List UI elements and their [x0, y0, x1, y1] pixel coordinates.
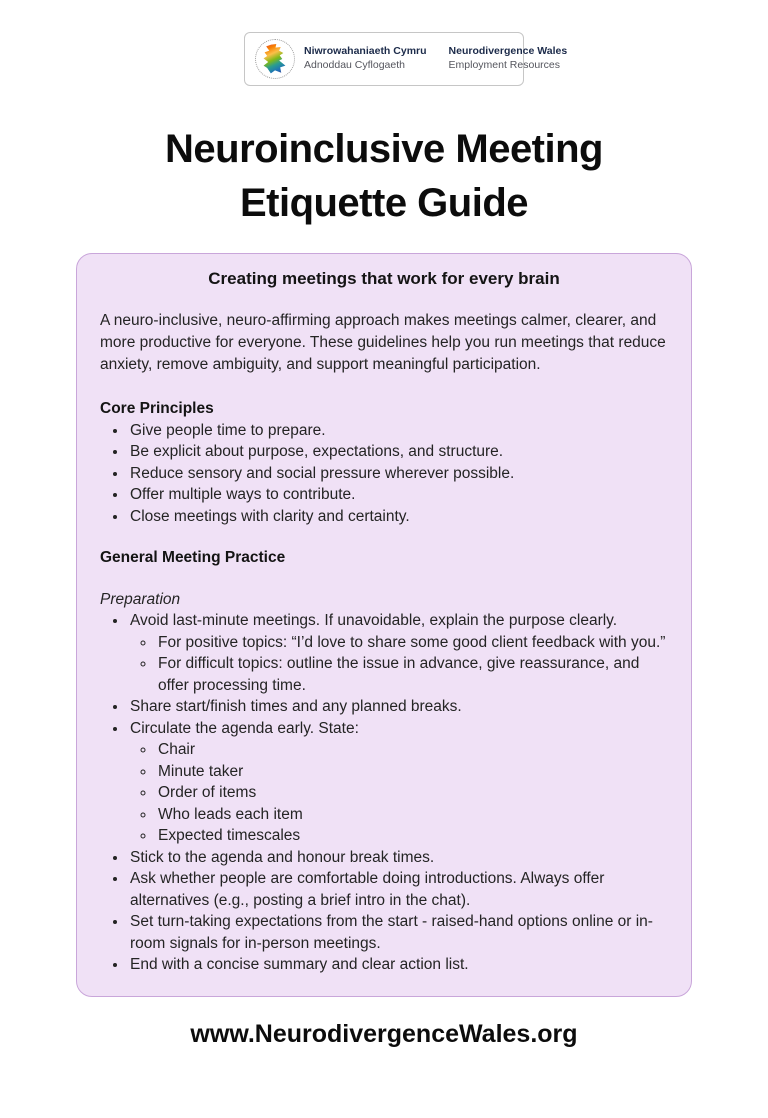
- sub-list-item: ◦ Who leads each item: [156, 804, 668, 826]
- wales-rainbow-logo-icon: [255, 39, 295, 79]
- logo-card: [244, 32, 568, 86]
- list-item: • Ask whether people are comfortable doing introductions. Always offer alternatives (e.g., posting a brief intro in the chat).: [128, 868, 668, 911]
- logo-welsh-title: Niwrowahaniaeth Cymru: [304, 45, 427, 58]
- logo-english-text: [449, 45, 568, 72]
- sub-list-item: ◦ For difficult topics: outline the issue in advance, give reassurance, and offer processing time.: [156, 653, 668, 696]
- list-item: [128, 718, 668, 847]
- list-item: • End with a concise summary and clear action list.: [128, 954, 668, 976]
- list-item-text: Avoid last-minute meetings. If unavoidable, explain the purpose clearly.: [130, 612, 618, 629]
- footer-website-url: www.NeurodivergenceWales.org: [190, 1019, 578, 1048]
- content-panel: [76, 253, 692, 997]
- list-item: • Stick to the agenda and honour break times.: [128, 847, 668, 869]
- logo-welsh-subtitle: Adnoddau Cyflogaeth: [304, 59, 405, 71]
- preparation-list: [100, 610, 668, 976]
- logo-english-title: Neurodivergence Wales: [448, 45, 568, 58]
- sub-list-item: ◦ Chair: [156, 739, 668, 761]
- wales-map-icon: [262, 44, 288, 74]
- core-principles-list: [100, 420, 668, 528]
- sub-list: [130, 739, 668, 847]
- preparation-subheading: Preparation: [100, 590, 181, 608]
- list-item: • Share start/finish times and any planned breaks.: [128, 696, 668, 718]
- list-item: • Close meetings with clarity and certainty.: [128, 506, 668, 528]
- sub-list-item: ◦ For positive topics: “I’d love to share some good client feedback with you.”: [156, 632, 668, 654]
- list-item: [128, 610, 668, 696]
- sub-list-item: ◦ Order of items: [156, 782, 668, 804]
- list-item: • Set turn-taking expectations from the start - raised-hand options online or in-room signals for in-person meetings.: [128, 911, 668, 954]
- logo-welsh-text: [304, 45, 427, 72]
- page-title: [0, 122, 768, 230]
- sub-list-item: ◦ Expected timescales: [156, 825, 668, 847]
- logo-english-subtitle: Employment Resources: [448, 59, 560, 71]
- core-principles-heading: Core Principles: [100, 400, 214, 417]
- general-meeting-practice-heading: General Meeting Practice: [100, 549, 286, 566]
- list-item-text: Circulate the agenda early. State:: [130, 719, 359, 737]
- list-item: • Offer multiple ways to contribute.: [128, 484, 668, 506]
- sub-list: [130, 632, 668, 697]
- list-item: • Reduce sensory and social pressure wherever possible.: [128, 463, 668, 485]
- intro-paragraph: A neuro-inclusive, neuro-affirming approach makes meetings calmer, clearer, and more productive for everyone. These guidelines help you run meetings that reduce anxiety, remove ambiguity, and support meaningful participation.: [100, 312, 666, 373]
- list-item: • Be explicit about purpose, expectations, and structure.: [128, 441, 668, 463]
- panel-heading: Creating meetings that work for every brain: [208, 269, 560, 288]
- page-title-line2: Etiquette Guide: [239, 181, 529, 225]
- sub-list-item: ◦ Minute taker: [156, 761, 668, 783]
- list-item: • Give people time to prepare.: [128, 420, 668, 442]
- page-title-line1: Neuroinclusive Meeting: [165, 127, 603, 171]
